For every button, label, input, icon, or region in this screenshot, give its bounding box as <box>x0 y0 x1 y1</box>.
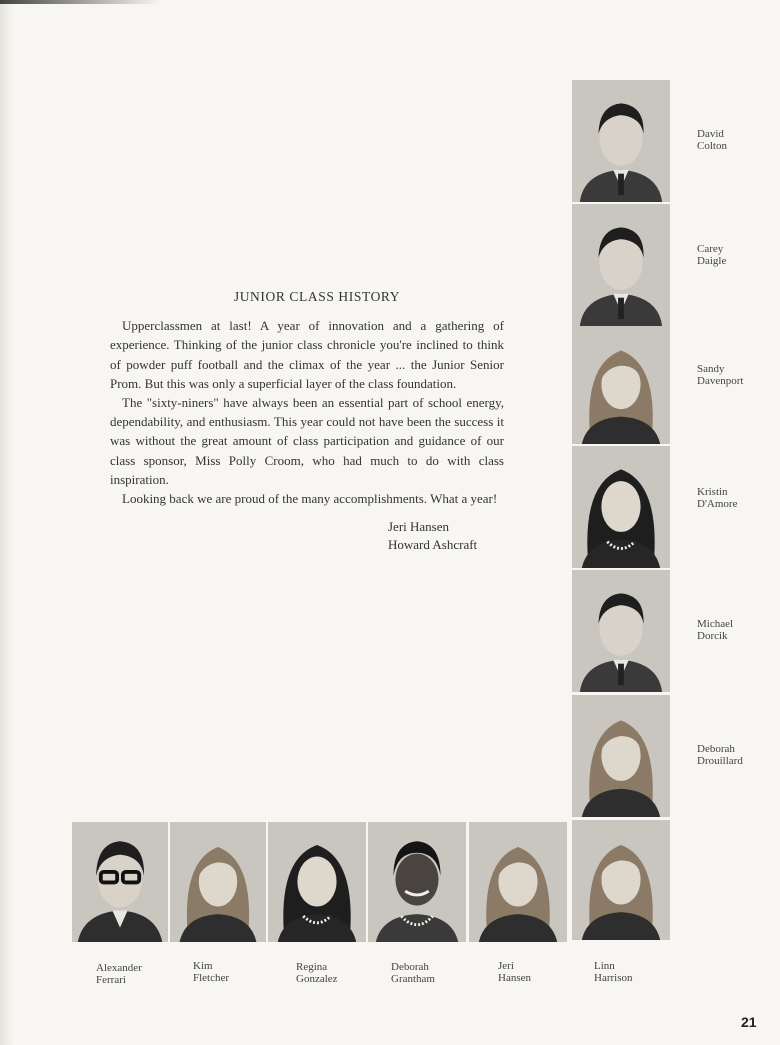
caption-right-4 <box>697 486 737 510</box>
portrait-photo <box>572 80 670 202</box>
portrait-photo <box>572 204 670 326</box>
junior-class-history <box>110 287 504 508</box>
portrait-image <box>572 695 670 817</box>
last-name: Drouillard <box>697 755 743 767</box>
last-name: Davenport <box>697 375 744 387</box>
last-name: Fletcher <box>193 972 230 984</box>
portrait-image <box>572 570 670 692</box>
signature-2: Howard Ashcraft <box>388 537 478 552</box>
portrait-photo <box>572 326 670 444</box>
first-name: Alexander <box>96 962 142 974</box>
last-name: Hansen <box>498 972 531 984</box>
caption-right-3 <box>697 363 743 387</box>
first-name: Regina <box>296 961 328 973</box>
caption-bottom-6 <box>594 960 633 984</box>
last-name: Harrison <box>594 972 633 984</box>
history-paragraph-1: Upperclassmen at last! A year of innovation and a gathering of experience. Thinking of the junior class chronicle you're inclined to think of powder puff football and the climax of the year ... the Junior Senior Prom. But this was only a superficial layer of the class foundation. <box>110 318 504 391</box>
portrait-photo <box>469 822 567 942</box>
first-name: Carey <box>697 243 724 255</box>
first-name: Jeri <box>498 960 514 972</box>
portrait-photo <box>572 446 670 568</box>
history-paragraph-2: The "sixty-niners" have always been an essential part of school energy, dependability, and enthusiasm. This year could not have been the success it was without the great amount of class participation and guidance of our class sponsor, Miss Polly Croom, who had much to do with class inspiration. <box>110 395 504 487</box>
first-name: Deborah <box>391 961 429 973</box>
portrait-photo <box>170 822 266 942</box>
last-name: Colton <box>697 140 727 152</box>
signature-1: Jeri Hansen <box>388 519 450 534</box>
caption-bottom-3 <box>296 961 338 985</box>
page-binding-edge <box>0 0 14 1045</box>
last-name: Gonzalez <box>296 973 338 985</box>
last-name: Dorcik <box>697 630 728 642</box>
caption-right-2 <box>697 243 726 267</box>
portrait-photo <box>572 695 670 817</box>
portrait-image <box>368 822 466 942</box>
caption-right-5 <box>697 618 733 642</box>
portrait-image <box>572 204 670 326</box>
first-name: Kim <box>193 960 213 972</box>
page-number: 21 <box>741 1014 757 1030</box>
portrait-photo <box>572 820 670 940</box>
caption-bottom-2 <box>193 960 229 984</box>
first-name: Michael <box>697 618 734 630</box>
caption-right-6 <box>697 743 743 767</box>
portrait-photo <box>368 822 466 942</box>
portrait-photo <box>572 570 670 692</box>
page-top-edge <box>0 0 160 4</box>
portrait-image <box>469 822 567 942</box>
portrait-image <box>572 446 670 568</box>
portrait-image <box>170 822 266 942</box>
portrait-photo <box>268 822 366 942</box>
portrait-image <box>572 80 670 202</box>
portrait-image <box>268 822 366 942</box>
portrait-photo <box>72 822 168 942</box>
history-title: JUNIOR CLASS HISTORY <box>233 289 401 304</box>
first-name: Deborah <box>697 743 735 755</box>
first-name: Kristin <box>697 486 728 498</box>
last-name: Grantham <box>391 973 435 985</box>
portrait-image <box>72 822 168 942</box>
last-name: D'Amore <box>697 498 738 510</box>
last-name: Ferrari <box>96 974 126 986</box>
history-signatures <box>388 518 477 554</box>
last-name: Daigle <box>697 255 727 267</box>
first-name: David <box>697 128 724 140</box>
caption-right-1 <box>697 128 727 152</box>
portrait-image <box>572 820 670 940</box>
caption-bottom-1 <box>96 962 142 986</box>
caption-bottom-5 <box>498 960 531 984</box>
caption-bottom-4 <box>391 961 435 985</box>
first-name: Linn <box>594 960 615 972</box>
portrait-image <box>572 326 670 444</box>
history-paragraph-3: Looking back we are proud of the many accomplishments. What a year! <box>122 491 498 507</box>
first-name: Sandy <box>697 363 725 375</box>
